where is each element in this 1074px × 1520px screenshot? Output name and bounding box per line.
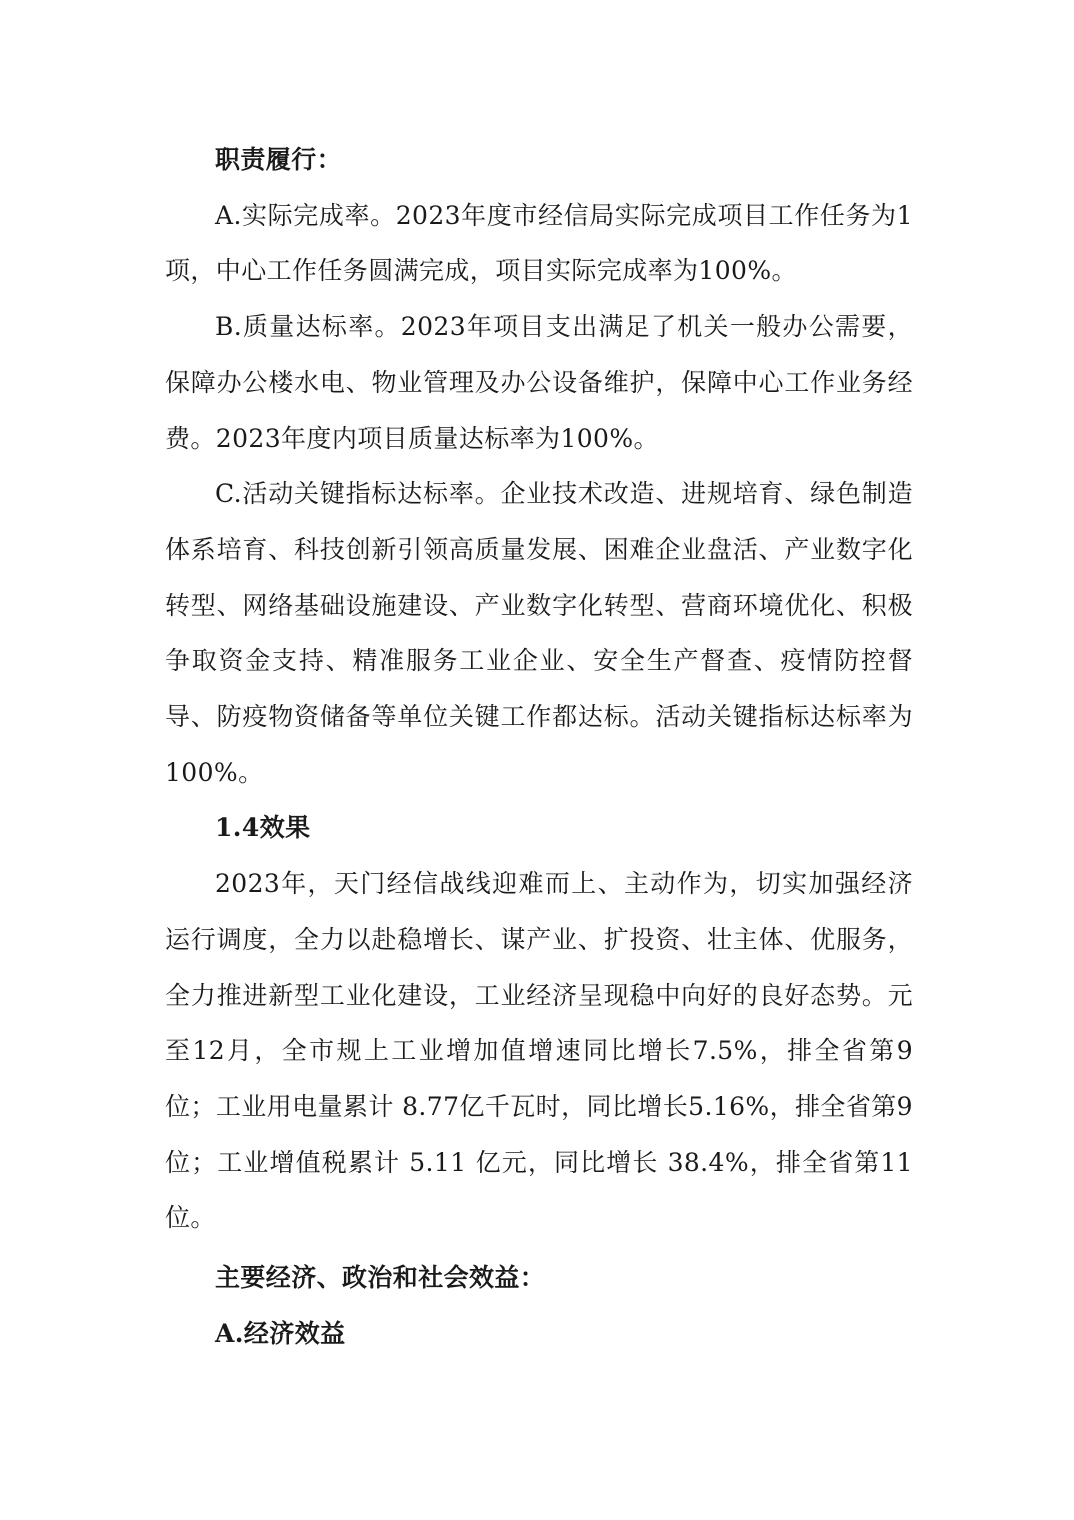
duty-c-paragraph: C.活动关键指标达标率。企业技术改造、进规培育、绿色制造体系培育、科技创新引领高质量发展、困难企业盘活、产业数字化转型、网络基础设施建设、产业数字化转型、营商环境优化、积极争取资金支持、精准服务工业企业、安全生产督查、疫情防控督导、防疫物资储备等单位关键工作都达标。活动关键指标达标率为100%。 bbox=[165, 479, 913, 787]
benefit-heading: 主要经济、政治和社会效益： bbox=[215, 1263, 546, 1293]
effect-heading: 1.4效果 bbox=[215, 813, 311, 843]
document-page bbox=[165, 132, 913, 1361]
benefit-a-heading: A.经济效益 bbox=[215, 1318, 346, 1348]
duty-b-paragraph: B.质量达标率。2023年项目支出满足了机关一般办公需要，保障办公楼水电、物业管理及办公设备维护，保障中心工作业务经费。2023年度内项目质量达标率为100%。 bbox=[165, 312, 913, 453]
duty-a-paragraph: A.实际完成率。2023年度市经信局实际完成项目工作任务为1项，中心工作任务圆满完成，项目实际完成率为100%。 bbox=[165, 200, 913, 286]
effect-paragraph: 2023年，天门经信战线迎难而上、主动作为，切实加强经济运行调度，全力以赴稳增长、谋产业、扩投资、壮主体、优服务，全力推进新型工业化建设，工业经济呈现稳中向好的良好态势。元至12月，全市规上工业增加值增速同比增长7.5%，排全省第9位；工业用电量累计 8.77亿千瓦时，同比增长5.16%，排全省第9位；工业增值税累计 5.11 亿元，同比增长 38.4%，排全省第11位。 bbox=[165, 869, 913, 1233]
duty-heading: 职责履行： bbox=[215, 145, 343, 174]
